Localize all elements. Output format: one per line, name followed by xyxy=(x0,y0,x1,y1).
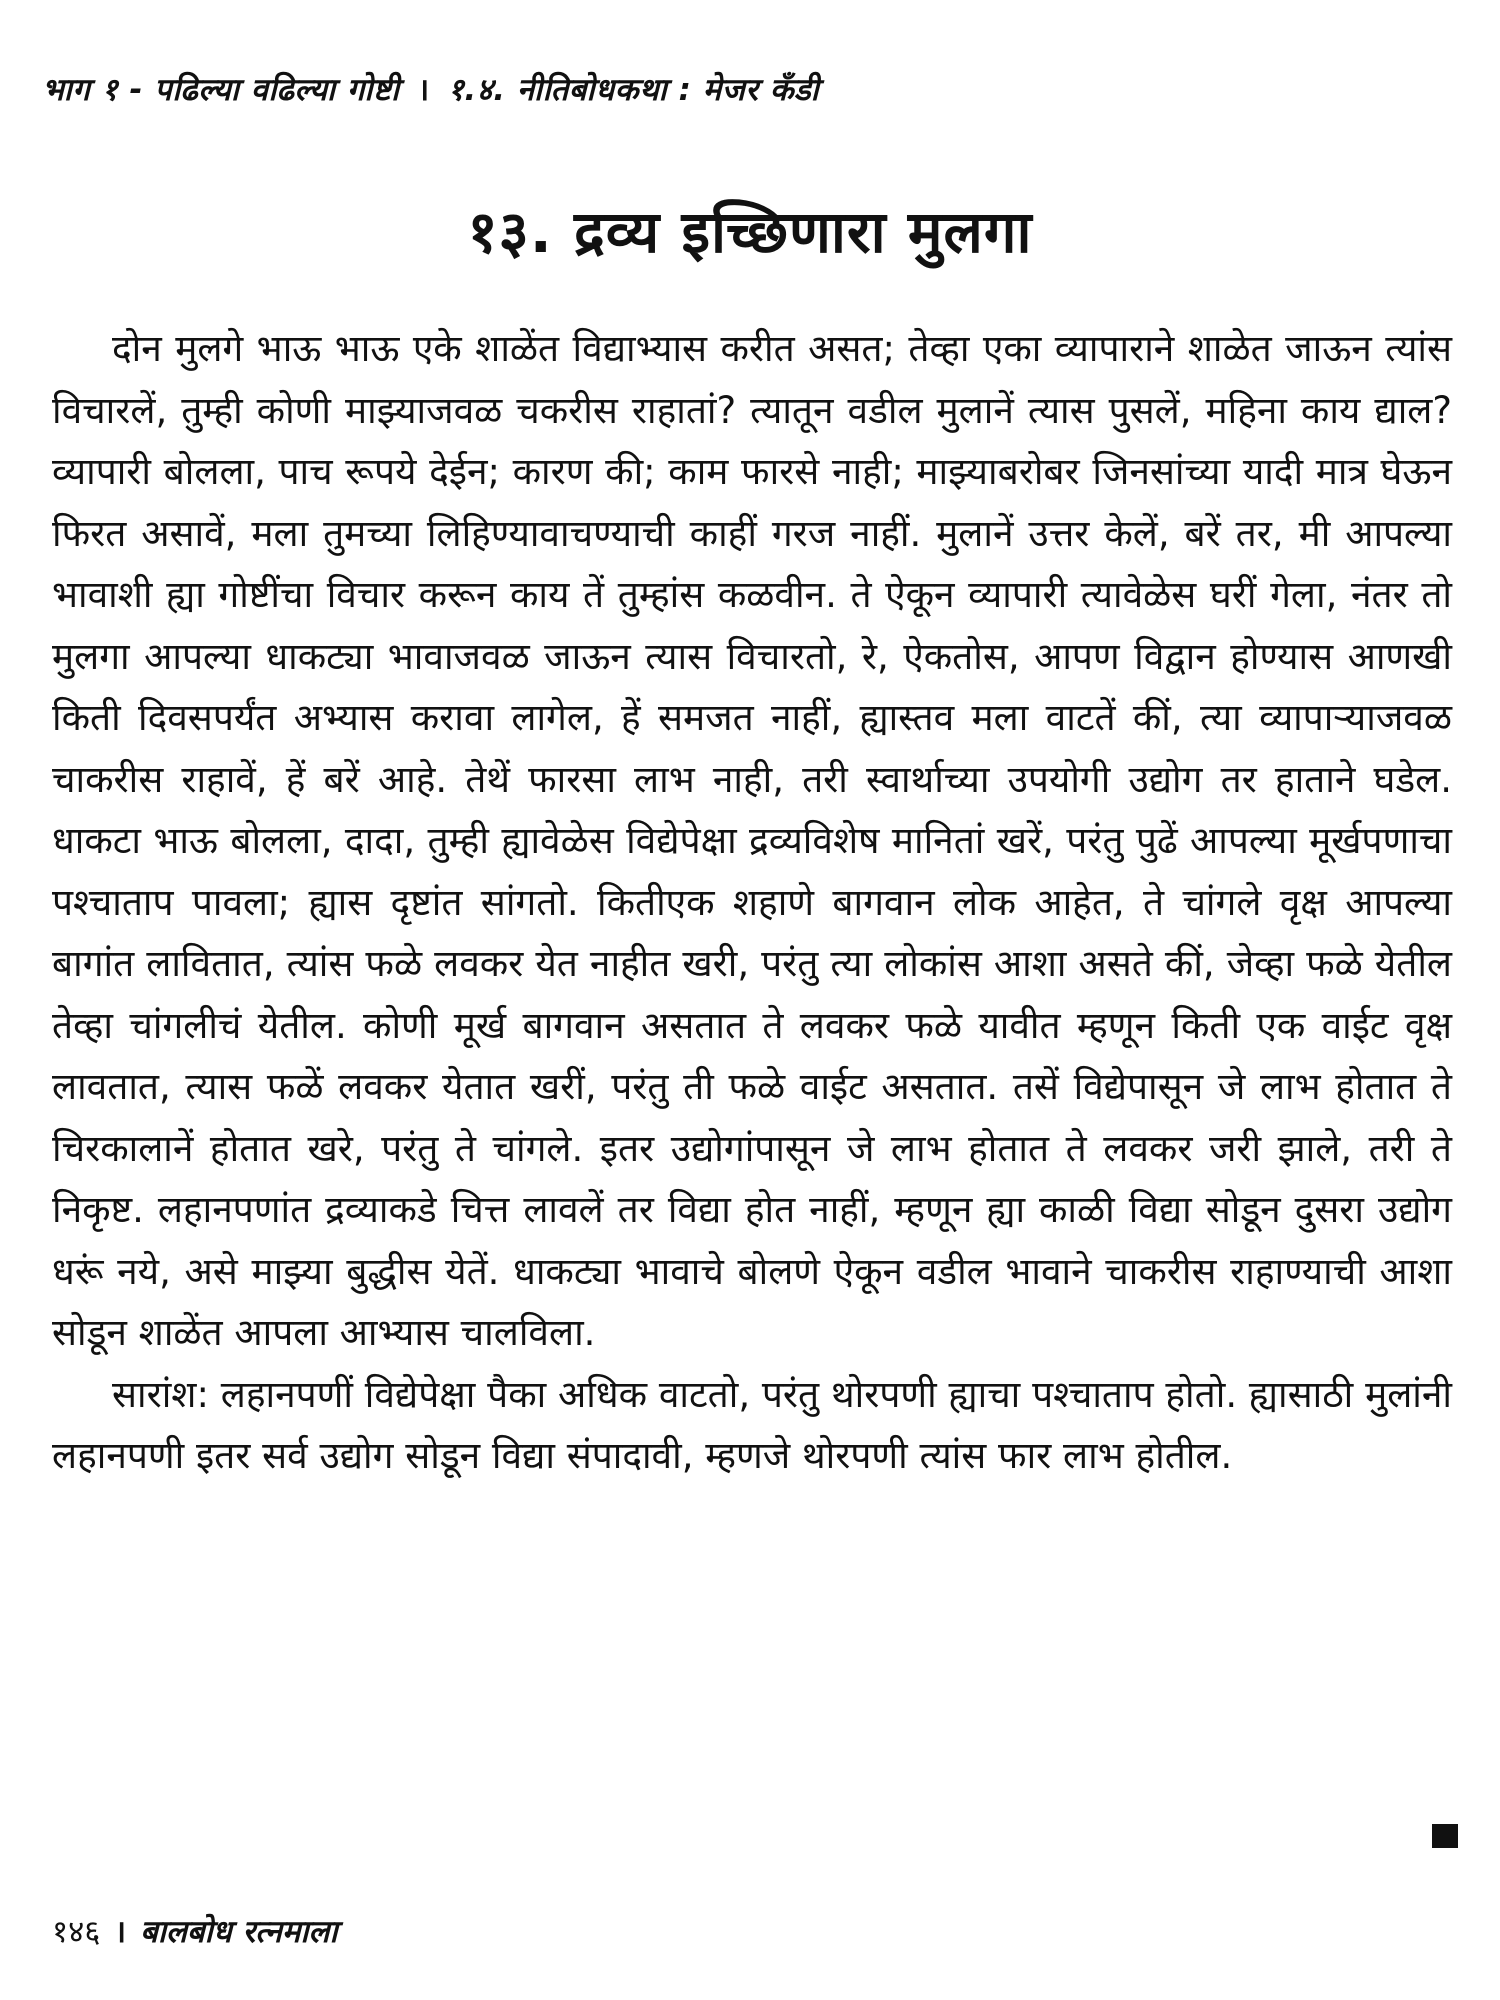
chapter-title: १३. द्रव्य इच्छिणारा मुलगा xyxy=(467,198,1033,266)
moral-paragraph: सारांश: लहानपणीं विद्येपेक्षा पैका अधिक वाटतो, परंतु थोरपणी ह्याचा पश्चाताप होतो. ह्यासाठी मुलांनी लहानपणी इतर सर्व उद्योग सोडून विद्या संपादावी, म्हणजे थोरपणी त्यांस फार लाभ होतील. xyxy=(52,1372,1452,1477)
page-number: १४६ xyxy=(52,1914,101,1950)
story-paragraph: दोन मुलगे भाऊ भाऊ एके शाळेंत विद्याभ्यास करीत असत; तेव्हा एका व्यापाराने शाळेत जाऊन त्यांस विचारलें, तुम्ही कोणी माझ्याजवळ चकरीस राहातां? त्यातून वडील मुलानें त्यास पुसलें, महिना काय द्याल? व्यापारी बोलला, पाच रूपये देईन; कारण की; काम फारसे नाही; माझ्याबरोबर जिनसांच्या यादी मात्र घेऊन फिरत असावें, मला तुमच्या लिहिण्यावाचण्याची काहीं गरज नाहीं. मुलानें उत्तर केलें, बरें तर, मी आपल्या भावाशी ह्या गोष्टींचा विचार करून काय तें तुम्हांस कळवीन. ते ऐकून व्यापारी त्यावेळेस घरीं गेला, नंतर तो मुलगा आपल्या धाकट्या भावाजवळ जाऊन त्यास विचारतो, रे, ऐकतोस, आपण विद्वान होण्यास आणखी किती दिवसपर्यंत अभ्यास करावा लागेल, हें समजत नाहीं, ह्यास्तव मला वाटतें कीं, त्या व्यापाऱ्याजवळ चाकरीस राहावें, हें बरें आहे. तेथें फारसा लाभ नाही, तरी स्वार्थाच्या उपयोगी उद्योग तर हाताने घडेल. धाकटा भाऊ बोलला, दादा, तुम्ही ह्यावेळेस विद्येपेक्षा द्रव्यविशेष मानितां खरें, परंतु पुढें आपल्या मूर्खपणाचा पश्चाताप पावला; ह्यास दृष्टांत सांगतो. कितीएक शहाणे बागवान लोक आहेत, ते चांगले वृक्ष आपल्या बागांत लावितात, त्यांस फळे लवकर येत नाहीत खरी, परंतु त्या लोकांस आशा असते कीं, जेव्हा फळे येतील तेव्हा चांगलीचं येतील. कोणी मूर्ख बागवान असतात ते लवकर फळे यावीत म्हणून किती एक वाईट वृक्ष लावतात, त्यास फळें लवकर येतात खरीं, परंतु ती फळे वाईट असतात. तसें विद्येपासून जे लाभ होतात ते चिरकालानें होतात खरे, परंतु ते चांगले. इतर उद्योगांपासून जे लाभ होतात ते लवकर जरी झाले, तरी ते निकृष्ट. लहानपणांत द्रव्याकडे चित्त लावलें तर विद्या होत नाहीं, म्हणून ह्या काळी विद्या सोडून दुसरा उद्योग धरूं नये, असे माझ्या बुद्धीस येतें. धाकट्या भावाचे बोलणे ऐकून वडील भावाने चाकरीस राहाण्याची आशा सोडून शाळेंत आपला आभ्यास चालविला. xyxy=(52,327,1452,1354)
end-of-story-mark xyxy=(1432,1824,1458,1848)
book-title: बालबोध रत्नमाला xyxy=(140,1914,338,1950)
story-body xyxy=(52,318,1452,1487)
header-section: १.४. नीतिबोधकथा : मेजर कँडी xyxy=(447,72,820,108)
header-separator: । xyxy=(417,72,430,108)
running-header xyxy=(42,68,819,110)
page-footer xyxy=(52,1910,337,1952)
header-part: भाग १ - पढिल्या वढिल्या गोष्टी xyxy=(42,72,400,108)
footer-separator: । xyxy=(114,1914,127,1950)
